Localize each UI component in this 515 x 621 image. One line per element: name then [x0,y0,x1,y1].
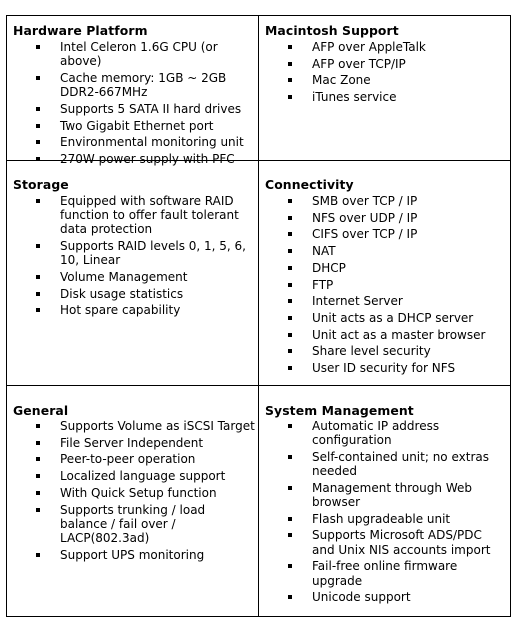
feature-list [34,40,256,169]
feature-item: Unicode support [286,590,501,604]
feature-list [34,194,256,320]
section-title: Connectivity [265,177,354,192]
section-system-management [258,385,511,617]
feature-item: Supports RAID levels 0, 1, 5, 6, 10, Linear [34,239,256,267]
feature-item: Automatic IP address configuration [286,419,501,447]
feature-item: Hot spare capability [34,303,256,317]
feature-item: User ID security for NFS [286,361,508,375]
feature-item: NFS over UDP / IP [286,211,508,225]
feature-item: Supports trunking / load balance / fail over / LACP(802.3ad) [34,503,256,546]
feature-list [286,419,501,607]
feature-item: Disk usage statistics [34,287,256,301]
feature-item: AFP over AppleTalk [286,40,508,54]
feature-item: Equipped with software RAID function to offer fault tolerant data protection [34,194,256,237]
feature-item: Supports Volume as iSCSI Target [34,419,256,433]
feature-item: Management through Web browser [286,481,501,509]
feature-item: SMB over TCP / IP [286,194,508,208]
feature-item: Volume Management [34,270,256,284]
feature-item: Supports 5 SATA II hard drives [34,102,256,116]
feature-item: Intel Celeron 1.6G CPU (or above) [34,40,256,68]
feature-item: Unit act as a master browser [286,328,508,342]
feature-item: Unit acts as a DHCP server [286,311,508,325]
feature-list [286,194,508,378]
section-connectivity [258,160,511,386]
feature-list [286,40,508,107]
section-title: System Management [265,403,414,418]
feature-item: Share level security [286,344,508,358]
feature-item: File Server Independent [34,436,256,450]
feature-item: Environmental monitoring unit [34,135,256,149]
feature-item: CIFS over TCP / IP [286,227,508,241]
section-storage [6,160,259,386]
section-title: General [13,403,69,418]
feature-item: iTunes service [286,90,508,104]
feature-item: Cache memory: 1GB ~ 2GB DDR2-667MHz [34,71,256,99]
section-general [6,385,259,617]
section-title: Macintosh Support [265,23,399,38]
feature-item: Two Gigabit Ethernet port [34,119,256,133]
feature-item: Fail-free online firmware upgrade [286,559,501,587]
feature-item: FTP [286,278,508,292]
feature-item: With Quick Setup function [34,486,256,500]
section-macintosh-support [258,15,511,161]
feature-item: AFP over TCP/IP [286,57,508,71]
feature-item: Support UPS monitoring [34,548,256,562]
feature-item: Self-contained unit; no extras needed [286,450,501,478]
feature-item: NAT [286,244,508,258]
feature-item: Internet Server [286,294,508,308]
feature-item: Supports Microsoft ADS/PDC and Unix NIS accounts import [286,528,501,556]
feature-item: 270W power supply with PFC [34,152,256,166]
feature-item: Peer-to-peer operation [34,452,256,466]
section-title: Hardware Platform [13,23,148,38]
section-hardware-platform [6,15,259,166]
feature-item: DHCP [286,261,508,275]
feature-list [34,419,256,564]
feature-item: Mac Zone [286,73,508,87]
feature-item: Flash upgradeable unit [286,512,501,526]
feature-item: Localized language support [34,469,256,483]
section-title: Storage [13,177,69,192]
